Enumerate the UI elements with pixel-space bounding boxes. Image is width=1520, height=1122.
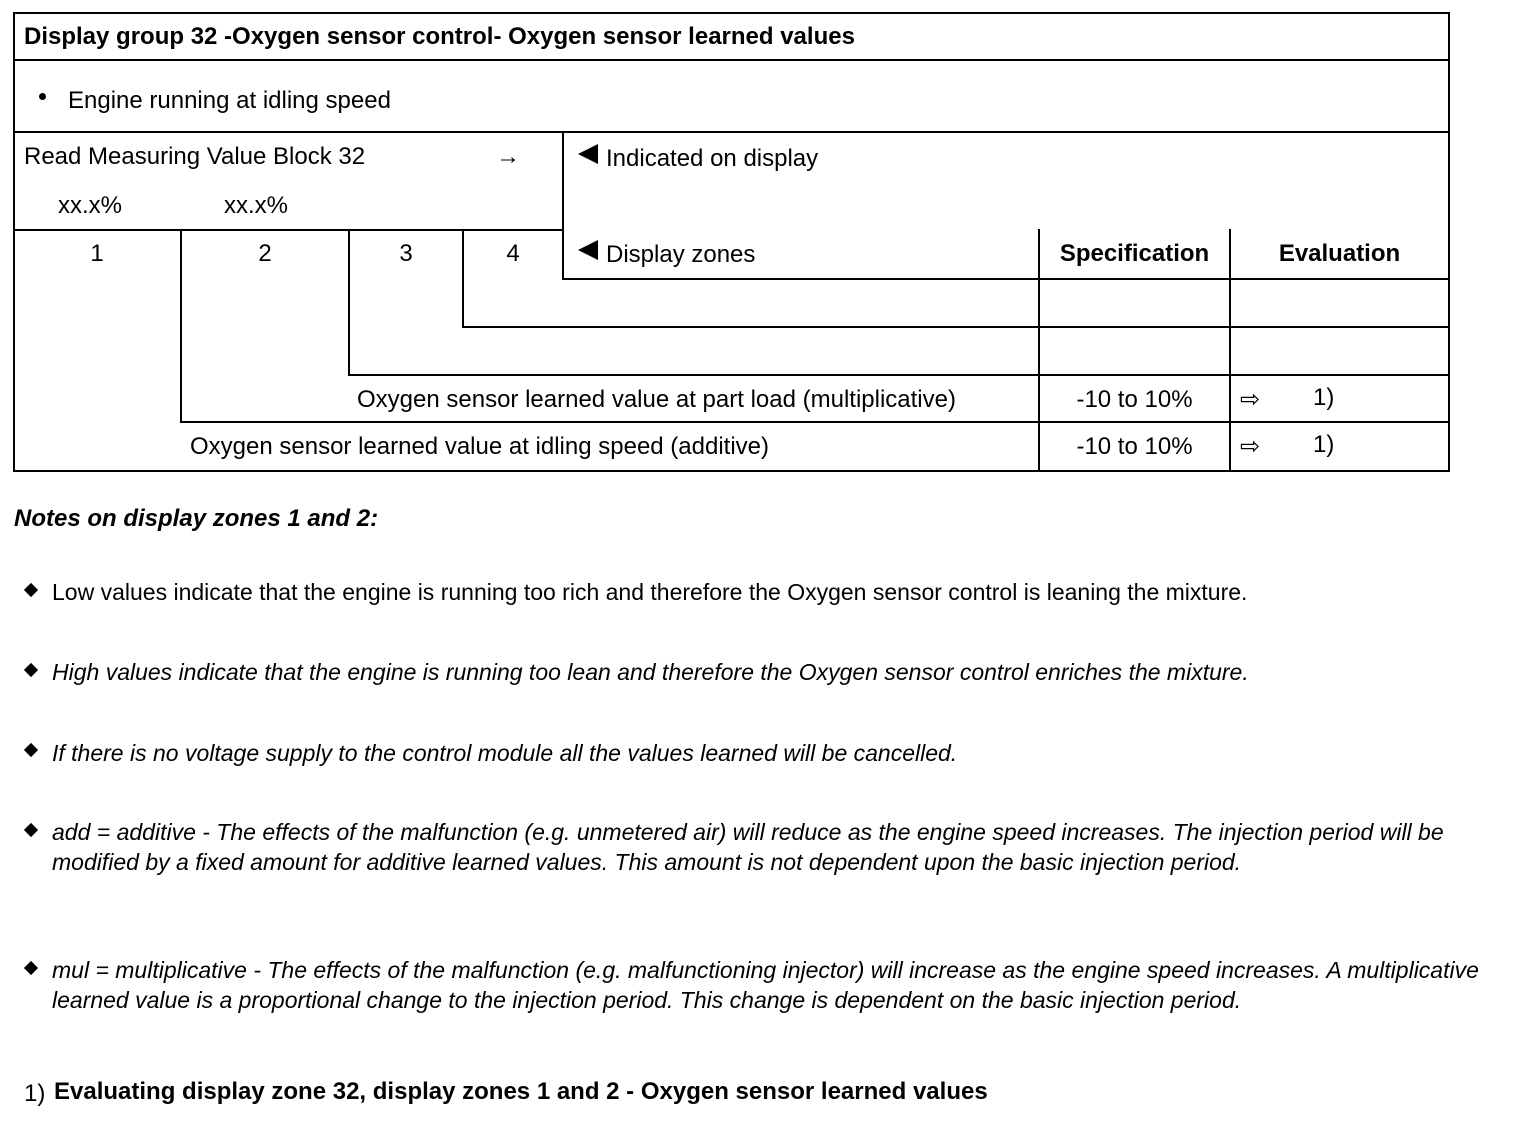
diamond-bullet-icon: [24, 961, 38, 975]
read-block-label: Read Measuring Value Block 32: [24, 143, 366, 170]
bullet-icon: [39, 93, 46, 100]
row-line-zone3: [462, 326, 1450, 328]
read-value-1: xx.x%: [58, 192, 123, 219]
condition-text: Engine running at idling speed: [68, 87, 391, 114]
pointer-triangle-icon: [578, 144, 598, 164]
diamond-bullet-icon: [24, 743, 38, 757]
evaluation-arrow-icon: ⇨: [1240, 433, 1261, 460]
row-description: Oxygen sensor learned value at part load (multiplicative): [357, 386, 956, 413]
zone-number-1: 1: [90, 240, 104, 267]
divider-readblock-bottom: [13, 229, 564, 231]
row-line-zone4: [562, 278, 1450, 280]
divider-title: [13, 59, 1450, 61]
display-zones-label: Display zones: [606, 241, 756, 268]
table-border-right: [1448, 12, 1450, 472]
table-border-bottom: [13, 470, 1450, 472]
evaluation-ref: 1): [1313, 431, 1335, 458]
evaluation-header: Evaluation: [1278, 240, 1401, 267]
divider-condition: [13, 131, 1450, 133]
footnote-text: Evaluating display zone 32, display zones 1 and 2 - Oxygen sensor learned values: [54, 1078, 988, 1105]
specification-header: Specification: [1059, 240, 1210, 267]
footnote-number: 1): [24, 1080, 46, 1107]
zone-number-3: 3: [399, 240, 413, 267]
read-value-2: xx.x%: [224, 192, 289, 219]
notes-heading: Notes on display zones 1 and 2:: [14, 505, 379, 532]
diamond-bullet-icon: [24, 583, 38, 597]
note-item: mul = multiplicative - The effects of the malfunction (e.g. malfunctioning injector) will increase as the engine speed increases. A multiplicative learned value is a proportional change to the injection period. This change is dependent on the basic injection period.: [52, 957, 1479, 1013]
diamond-bullet-icon: [24, 663, 38, 677]
note-item: add = additive - The effects of the malfunction (e.g. unmetered air) will reduce as the engine speed increases. The injection period will be modified by a fixed amount for additive learned values. This amount is not dependent upon the basic injection period.: [52, 819, 1444, 875]
note-item: If there is no voltage supply to the control module all the values learned will be cancelled.: [52, 740, 958, 766]
indicated-on-display-label: Indicated on display: [606, 145, 819, 172]
row-specification: -10 to 10%: [1076, 386, 1193, 413]
table-border-top: [13, 12, 1450, 14]
zone-number-2: 2: [258, 240, 272, 267]
zone-number-4: 4: [506, 240, 520, 267]
right-arrow-icon: →: [496, 143, 520, 170]
pointer-triangle-icon: [578, 240, 598, 260]
evaluation-arrow-icon: ⇨: [1240, 386, 1261, 413]
diamond-bullet-icon: [24, 823, 38, 837]
note-item: Low values indicate that the engine is running too rich and therefore the Oxygen sensor control is leaning the mixture.: [52, 579, 1248, 605]
row-specification: -10 to 10%: [1076, 433, 1193, 460]
table-title: Display group 32 -Oxygen sensor control- Oxygen sensor learned values: [24, 23, 855, 50]
row-line-zone2: [348, 374, 1450, 376]
divider-readblock-right: [562, 131, 564, 280]
evaluation-ref: 1): [1313, 384, 1335, 411]
row-line-zone1: [180, 421, 1450, 423]
note-item: High values indicate that the engine is running too lean and therefore the Oxygen sensor control enriches the mixture.: [52, 659, 1249, 685]
row-description: Oxygen sensor learned value at idling speed (additive): [190, 433, 770, 460]
